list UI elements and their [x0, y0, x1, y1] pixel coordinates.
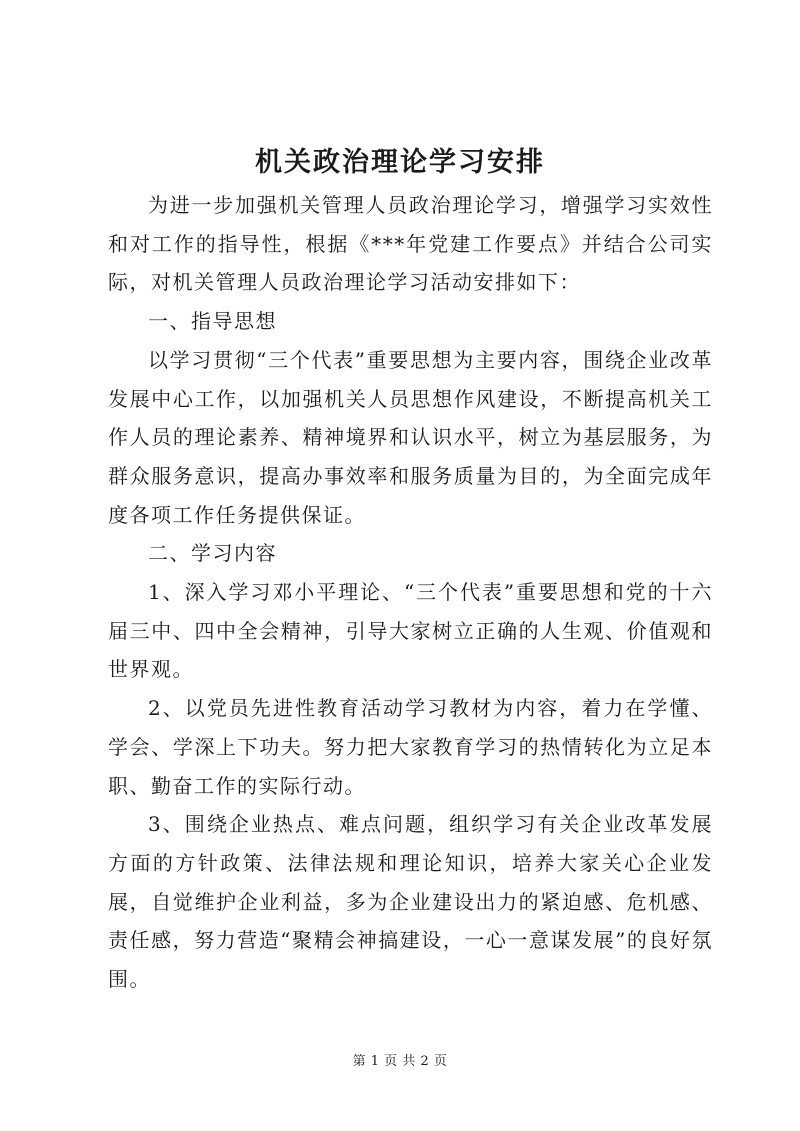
section-heading-guiding-ideology: 一、指导思想 — [148, 309, 277, 334]
section-heading-study-content: 二、学习内容 — [148, 541, 277, 566]
document-body — [108, 186, 713, 999]
paragraph-item-3: 3、围绕企业热点、难点问题，组织学习有关企业改革发展方面的方针政策、法律法规和理论知识，培养大家关心企业发展，自觉维护企业利益，多为企业建设出力的紧迫感、危机感、责任感，努力营造“聚精会神搞建设，一心一意谋发展”的良好氛围。 — [108, 812, 713, 992]
paragraph-guiding-ideology: 以学习贯彻“三个代表”重要思想为主要内容，围绕企业改革发展中心工作，以加强机关人员思想作风建设，不断提高机关工作人员的理论素养、精神境界和认识水平，树立为基层服务，为群众服务意识，提高办事效率和服务质量为目的，为全面完成年度各项工作任务提供保证。 — [108, 347, 713, 527]
paragraph-item-2: 2、以党员先进性教育活动学习教材为内容，着力在学懂、学会、学深上下功夫。努力把大家教育学习的热情转化为立足本职、勤奋工作的实际行动。 — [108, 696, 713, 798]
paragraph-item-1: 1、深入学习邓小平理论、“三个代表”重要思想和党的十六届三中、四中全会精神，引导大家树立正确的人生观、价值观和世界观。 — [108, 580, 713, 682]
page-footer: 第 1 页 共 2 页 — [352, 1054, 448, 1069]
paragraph-intro: 为进一步加强机关管理人员政治理论学习，增强学习实效性和对工作的指导性，根据《***年党建工作要点》并结合公司实际，对机关管理人员政治理论学习活动安排如下： — [108, 193, 713, 295]
document-title: 机关政治理论学习安排 — [255, 147, 545, 178]
